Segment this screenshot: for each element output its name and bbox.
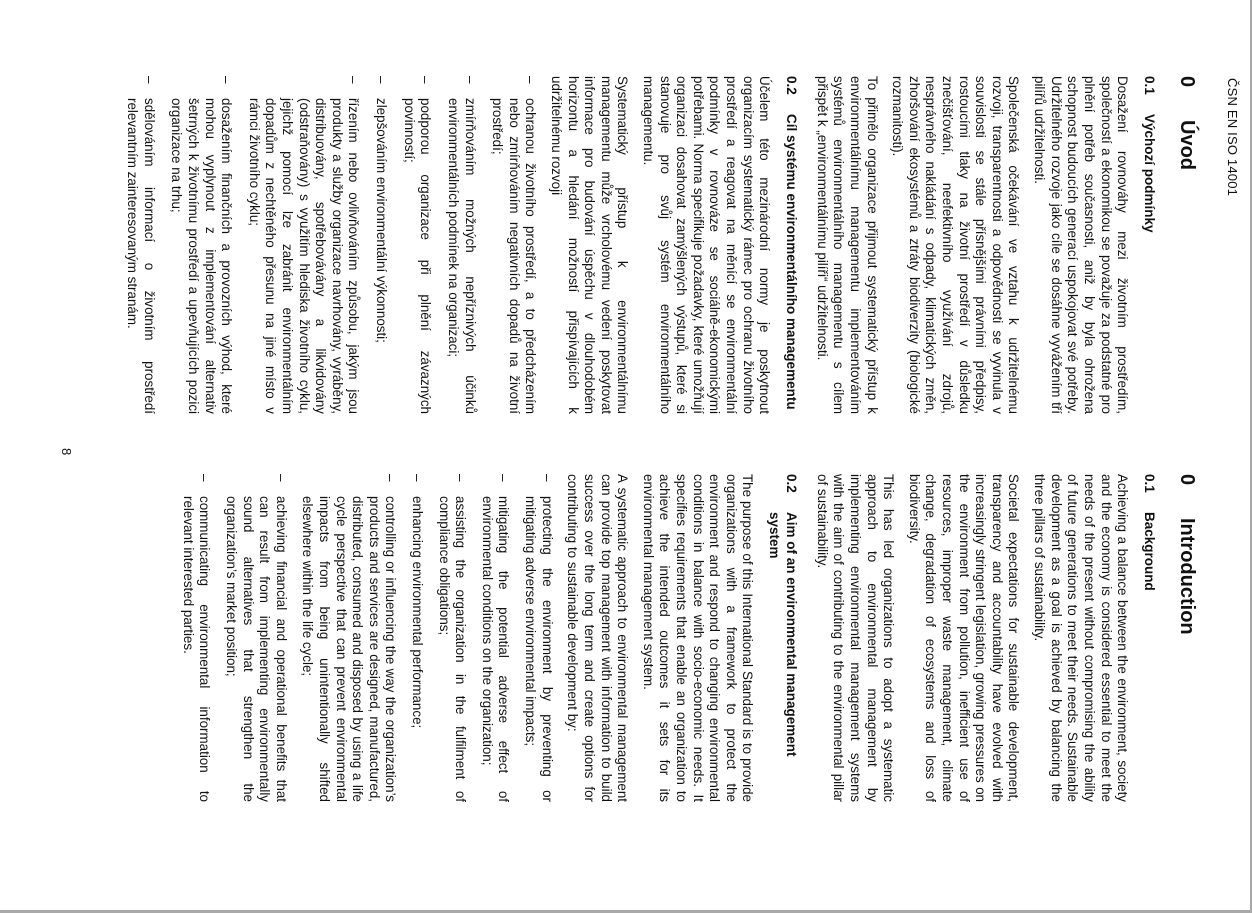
- list-item: – ochranou životního prostředí, a to předcházením nebo zmírňováním negativních dopadů na životní prostředí;: [490, 76, 539, 414]
- bullet-list: [179, 474, 555, 802]
- english-column: [169, 474, 1198, 802]
- list-item: – controlling or influencing the way the organization’s products and services are designed, manufactured, distributed, consumed and disposed by using a life cycle perspective that can prevent environmental impacts from being unintentionally shifted elsewhere within the life cycle;: [300, 474, 399, 802]
- paragraph: To přimělo organizace přijmout systematický přístup k environmentálnímu managementu implementováním systémů environmentálního managementu s cílem přispět k „environmentálnímu pilíři“ udržitelnosti.: [814, 76, 880, 414]
- paragraph: Achieving a balance between the environment, society and the economy is considered essential to meet the needs of the present without compromising the ability of future generations to meet their needs. Sustainable development as a goal is achieved by balancing the three pillars of sustainability.: [1032, 474, 1131, 802]
- subsection-heading: 0.1 Background: [1142, 474, 1157, 591]
- paragraph: Dosažení rovnováhy mezi životním prostředím, společností a ekonomikou se považuje za podstatné pro plnění potřeb současnosti, aniž by byla ohrožena schopnost budoucích generací uspokojovat své potřeby. Udržitelného rozvoje jako cíle se dosáhne vyvážením tří pilířů udržitelnosti.: [1032, 76, 1131, 414]
- list-item: – communicating environmental information to relevant interested parties.: [180, 474, 213, 802]
- page-header: ČSN EN ISO 14001: [1225, 78, 1240, 197]
- section-heading: 0 Introduction: [1176, 474, 1198, 635]
- list-item: – zlepšováním environmentální výkonnosti;: [374, 76, 390, 343]
- subsection-heading: 0.1 Výchozí podmínky: [1142, 76, 1157, 233]
- list-item: – mitigating the potential adverse effect of environmental conditions on the organization;: [479, 474, 512, 802]
- list-item: – enhancing environmental performance;: [410, 474, 426, 729]
- subsection-heading: 0.2 Aim of an environmental management system: [767, 474, 800, 757]
- paragraph: Společenská očekávání ve vztahu k udržitelnému rozvoji, transparentnosti a odpovědnosti se vyvinula v souvislosti se stále přísnějšími právními předpisy, rostoucími tlaky na životní prostředí v důsledku znečišťování, neefektivního využívání zdrojů, nesprávného nakládání s odpady, klimatických změn, zhoršování ekosystémů a ztráty biodiverzity (biologické rozmanitosti).: [890, 76, 1022, 414]
- list-item: – sdělováním informací o životním prostředí relevantním zainteresovaným stranám.: [125, 76, 157, 414]
- list-item: – zmírňováním možných nepříznivých účinků environmentálních podmínek na organizaci;: [445, 76, 478, 414]
- bullet-list: [124, 76, 539, 414]
- paragraph: Účelem této mezinárodní normy je poskytnout organizacím systematický rámec pro ochranu životního prostředí a reagovat na měnící se environmentální podmínky v rovnováze se sociálně-ekonomickými potřebami. Norma specifikuje požadavky, které umožňují organizaci dosahovat zamýšlených výstupů, které si stanovuje pro svůj systém environmentálního managementu.: [641, 76, 773, 414]
- paragraph: This has led organizations to adopt a systematic approach to environmental management by implementing environmental management systems with the aim of contributing to the environmental pillar of sustainability.: [814, 474, 897, 802]
- czech-column: [113, 76, 1198, 414]
- paragraph: Societal expectations for sustainable development, transparency and accountability have evolved with increasingly stringent legislation, growing pressures on the environment from pollution, inefficient use of resources, improper waste management, climate change, degradation of ecosystems and loss of biodiversity.: [906, 474, 1022, 802]
- paragraph: Systematický přístup k environmentálnímu managementu může vrcholovému vedení poskytovat informace pro budování úspěchu v dlouhodobém horizontu a hledání možností přispívajících k udržitelnému rozvoji: [548, 76, 631, 414]
- list-item: – dosažením finančních a provozních výhod, které mohou vyplynout z implementování alternativ šetrných k životnímu prostředí a upevňujících pozici organizace na trhu;: [169, 76, 235, 414]
- list-item: – achieving financial and operational benefits that can result from implementing environmentally sound alternatives that strengthen the organization’s market position;: [223, 474, 289, 802]
- list-item: – podporou organizace při plnění závazných povinností;: [401, 76, 434, 414]
- list-item: – protecting the environment by preventing or mitigating adverse environmental impacts;: [523, 474, 555, 802]
- page-number: 8: [59, 448, 74, 456]
- list-item: – řízením nebo ovlivňováním způsobu, jakým jsou produkty a služby organizace navrhovány, vyráběny, distribuovány, spotřebovávány a likvidovány (odstraňovány) s využitím hlediska životního cyklu, jejichž pomocí lze zabránit environmentálním dopadům z nechtěného přesunu na jiné místo v rámci životního cyklu;: [246, 76, 362, 414]
- paragraph: The purpose of this International Standard is to provide organizations with a framework to protect the environment and respond to changing environmental conditions in balance with socio-economic needs. It specifies requirements that enable an organization to achieve the intended outcomes it sets for its environmental management system.: [640, 474, 756, 802]
- list-item: – assisting the organization in the fulfilment of compliance obligations;: [436, 474, 469, 802]
- subsection-heading: 0.2 Cíl systému environmentálního managementu: [784, 76, 800, 410]
- paragraph: A systematic approach to environmental management can provide top management with information to build success over the long term and create options for contributing to sustainable development by:: [565, 474, 631, 802]
- section-heading: 0 Úvod: [1176, 76, 1198, 170]
